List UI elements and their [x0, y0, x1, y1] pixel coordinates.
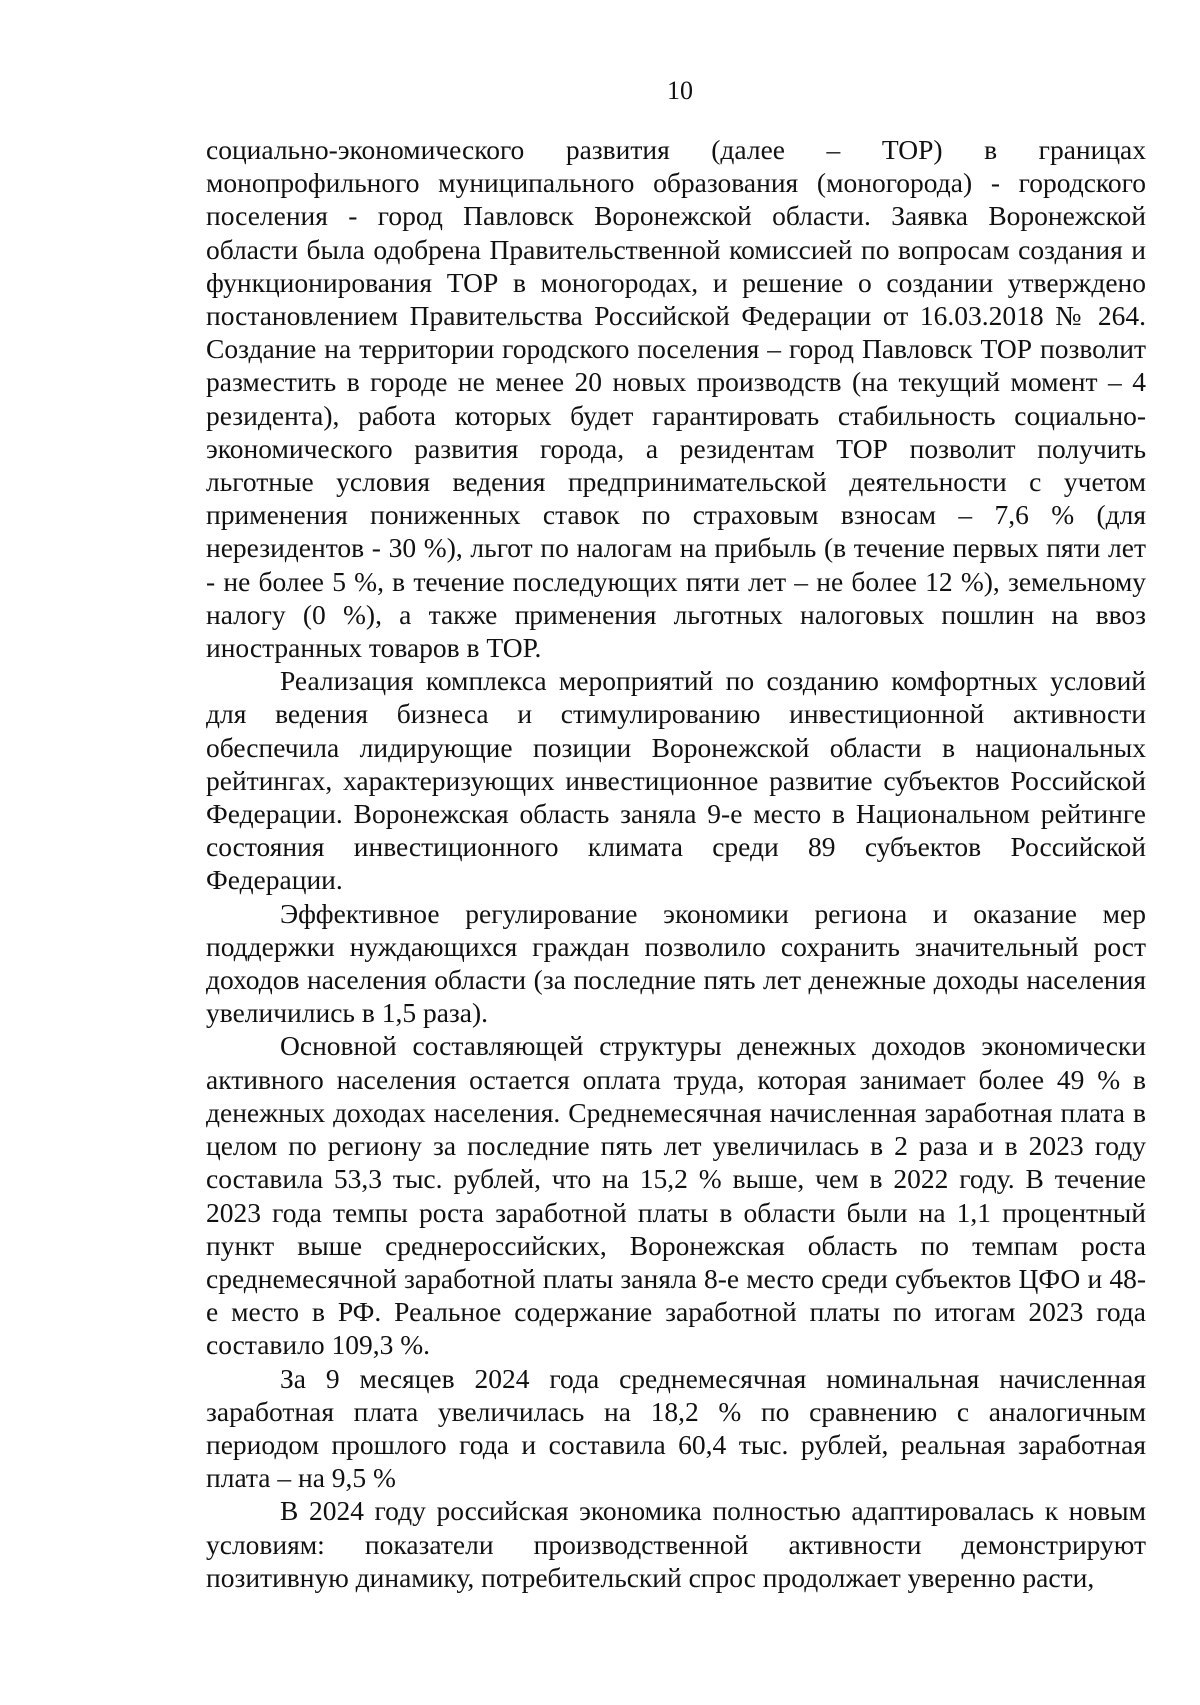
- paragraph-tor-continuation: социально-экономического развития (далее – ТОР) в границах монопрофильного муниципального образования (моногорода) - городского поселения - город Павловск Воронежской области. Заявка Воронежской области была одобрена Правительственной комиссией по вопросам создания и функционирования ТОР в моногородах, и решение о создании утверждено постановлением Правительства Российской Федерации от 16.03.2018 № 264. Создание на территории городского поселения – город Павловск ТОР позволит разместить в городе не менее 20 новых производств (на текущий момент – 4 резидента), работа которых будет гарантировать стабильность социально-экономического развития города, а резидентам ТОР позволит получить льготные условия ведения предпринимательской деятельности с учетом применения пониженных ставок по страховым взносам – 7,6 % (для нерезидентов - 30 %), льгот по налогам на прибыль (в течение первых пяти лет - не более 5 %, в течение последующих пяти лет – не более 12 %), земельному налогу (0 %), а также применения льготных налоговых пошлин на ввоз иностранных товаров в ТОР.: [206, 134, 1146, 664]
- paragraph-income-growth: Эффективное регулирование экономики региона и оказание мер поддержки нуждающихся граждан позволило сохранить значительный рост доходов населения области (за последние пять лет денежные доходы населения увеличились в 1,5 раза).: [206, 897, 1146, 1029]
- page-number: 10: [667, 76, 693, 105]
- paragraph-wages-2023: Основной составляющей структуры денежных доходов экономически активного населения остается оплата труда, которая занимает более 49 % в денежных доходах населения. Среднемесячная начисленная заработная плата в целом по региону за последние пять лет увеличилась в 2 раза и в 2023 году составила 53,3 тыс. рублей, что на 15,2 % выше, чем в 2022 году. В течение 2023 года темпы роста заработной платы в области были на 1,1 процентный пункт выше среднероссийских, Воронежская область по темпам роста среднемесячной заработной платы заняла 8-е место среди субъектов ЦФО и 48-е место в РФ. Реальное содержание заработной платы по итогам 2023 года составило 109,3 %.: [206, 1030, 1146, 1361]
- paragraph-wages-2024: За 9 месяцев 2024 года среднемесячная номинальная начисленная заработная плата увеличилась на 18,2 % по сравнению с аналогичным периодом прошлого года и составила 60,4 тыс. рублей, реальная заработная плата – на 9,5 %: [206, 1362, 1146, 1494]
- document-body: [206, 133, 1146, 1594]
- paragraph-investment-rating: Реализация комплекса мероприятий по созданию комфортных условий для ведения бизнеса и стимулированию инвестиционной активности обеспечила лидирующие позиции Воронежской области в национальных рейтингах, характеризующих инвестиционное развитие субъектов Российской Федерации. Воронежская область заняла 9-е место в Национальном рейтинге состояния инвестиционного климата среди 89 субъектов Российской Федерации.: [206, 665, 1146, 896]
- paragraph-economy-2024: В 2024 году российская экономика полностью адаптировалась к новым условиям: показатели производственной активности демонстрируют позитивную динамику, потребительский спрос продолжает уверенно расти,: [206, 1495, 1146, 1593]
